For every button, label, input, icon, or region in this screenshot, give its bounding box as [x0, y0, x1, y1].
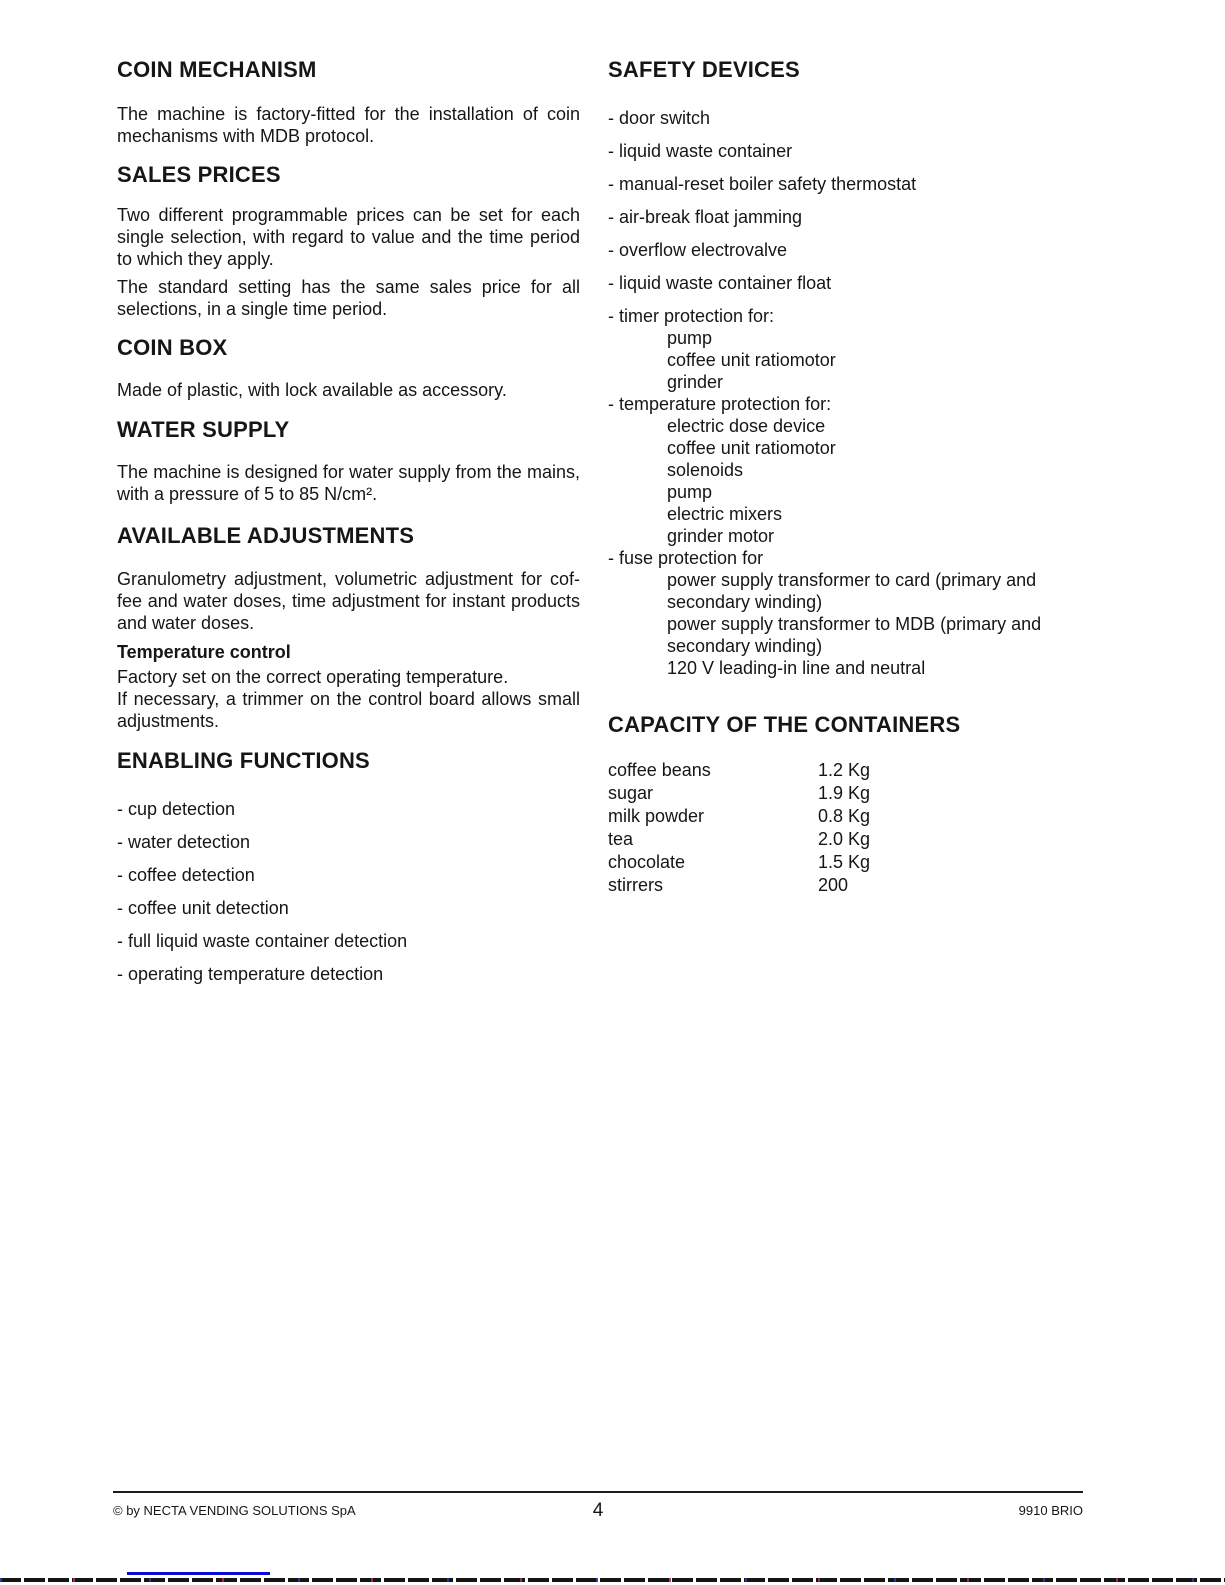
section-title-coin-mechanism: COIN MECHANISM: [117, 57, 317, 82]
capacity-value: 200: [818, 875, 849, 895]
footer: [113, 1500, 1083, 1524]
text-line: coffee unit ratiomotor: [667, 438, 836, 458]
text-line: selections, in a single time period.: [117, 299, 388, 319]
list-item: - liquid waste container float: [608, 273, 832, 293]
left-column: [117, 58, 580, 996]
list-item: - coffee detection: [117, 865, 255, 885]
text-line: grinder: [667, 372, 724, 392]
blue-underline-mark: [127, 1572, 270, 1575]
list-item: - fuse protection for: [608, 548, 764, 568]
sublist-fuse-protection: [667, 569, 1078, 679]
table-row: [608, 759, 1078, 782]
paragraph-temperature-control-2: [117, 688, 580, 732]
text-line: with a pressure of 5 to 85 N/cm².: [117, 484, 378, 504]
section-title-enabling-functions: ENABLING FUNCTIONS: [117, 748, 370, 773]
table-row: [608, 828, 1078, 851]
sublist-temperature-protection: [667, 415, 1078, 547]
text-line: single selection, with regard to value and the time period: [117, 227, 580, 247]
doc-code: 9910 BRIO: [1018, 1503, 1083, 1518]
text-line: solenoids: [667, 460, 744, 480]
text-line: Made of plastic, with lock available as accessory.: [117, 380, 507, 400]
text-line: Two different programmable prices can be set for each: [117, 205, 580, 225]
list-item: - timer protection for:: [608, 306, 775, 326]
list-item: - liquid waste container: [608, 141, 793, 161]
right-column: [608, 58, 1078, 897]
paragraph-temperature-control-1: [117, 666, 580, 688]
table-row: [608, 782, 1078, 805]
text-line: electric mixers: [667, 504, 783, 524]
page-number: 4: [592, 1500, 604, 1521]
capacity-label: stirrers: [608, 875, 663, 895]
list-item: - manual-reset boiler safety thermostat: [608, 174, 917, 194]
section-title-available-adjustments: AVAILABLE ADJUSTMENTS: [117, 523, 415, 548]
section-title-safety-devices: SAFETY DEVICES: [608, 57, 800, 82]
text-line: pump: [667, 482, 713, 502]
text-line: pump: [667, 328, 713, 348]
list-item: - air-break float jamming: [608, 207, 803, 227]
safety-devices-list: [608, 107, 1078, 679]
text-line: fee and water doses, time adjustment for instant products: [117, 591, 580, 611]
list-item: - operating temperature detection: [117, 964, 384, 984]
capacity-value: 1.9 Kg: [818, 783, 871, 803]
paragraph-sales-prices-1: [117, 204, 580, 270]
capacity-value: 1.2 Kg: [818, 760, 871, 780]
text-line: grinder motor: [667, 526, 775, 546]
text-line: mechanisms with MDB protocol.: [117, 126, 375, 146]
capacity-label: sugar: [608, 783, 654, 803]
text-line: Factory set on the correct operating temperature.: [117, 667, 509, 687]
text-line: The machine is designed for water supply from the mains,: [117, 462, 580, 482]
text-line: power supply transformer to card (primary and: [667, 570, 1037, 590]
capacity-label: tea: [608, 829, 634, 849]
capacity-value: 1.5 Kg: [818, 852, 871, 872]
capacity-value: 2.0 Kg: [818, 829, 871, 849]
subsection-title-temperature-control: Temperature control: [117, 642, 291, 662]
table-row: [608, 851, 1078, 874]
text-line: secondary winding): [667, 636, 823, 656]
capacity-table: [608, 759, 1078, 897]
section-title-sales-prices: SALES PRICES: [117, 162, 281, 187]
text-line: adjustments.: [117, 711, 220, 731]
section-title-coin-box: COIN BOX: [117, 335, 228, 360]
list-item: - water detection: [117, 832, 251, 852]
paragraph-coin-mechanism: [117, 103, 580, 147]
text-line: power supply transformer to MDB (primary and: [667, 614, 1042, 634]
list-item: - door switch: [608, 108, 711, 128]
text-line: and water doses.: [117, 613, 255, 633]
capacity-value: 0.8 Kg: [818, 806, 871, 826]
list-item: - temperature protection for:: [608, 394, 832, 414]
text-line: to which they apply.: [117, 249, 274, 269]
text-line: coffee unit ratiomotor: [667, 350, 836, 370]
capacity-label: milk powder: [608, 806, 705, 826]
text-line: secondary winding): [667, 592, 823, 612]
paragraph-available-adjustments: [117, 568, 580, 634]
text-line: 120 V leading-in line and neutral: [667, 658, 926, 678]
paragraph-sales-prices-2: [117, 276, 580, 320]
table-row: [608, 805, 1078, 828]
list-item: - overflow electrovalve: [608, 240, 788, 260]
copyright-text: © by NECTA VENDING SOLUTIONS SpA: [113, 1503, 356, 1518]
text-line: The machine is factory-fitted for the installation of coin: [117, 104, 580, 124]
text-line: If necessary, a trimmer on the control board allows small: [117, 689, 580, 709]
text-line: electric dose device: [667, 416, 826, 436]
capacity-label: chocolate: [608, 852, 686, 872]
paragraph-coin-box: [117, 379, 580, 401]
list-item: - full liquid waste container detection: [117, 931, 408, 951]
capacity-label: coffee beans: [608, 760, 711, 780]
section-title-capacity: CAPACITY OF THE CONTAINERS: [608, 712, 961, 737]
list-item: - coffee unit detection: [117, 898, 289, 918]
text-line: The standard setting has the same sales price for all: [117, 277, 580, 297]
list-item: - cup detection: [117, 799, 236, 819]
enabling-functions-list: [117, 798, 580, 985]
footer-divider: [113, 1491, 1083, 1493]
text-line: Granulometry adjustment, volumetric adjustment for cof-: [117, 569, 580, 589]
table-row: [608, 874, 1078, 897]
paragraph-water-supply: [117, 461, 580, 505]
bottom-edge-scan-line: [0, 1578, 1225, 1582]
sublist-timer-protection: [667, 327, 1078, 393]
section-title-water-supply: WATER SUPPLY: [117, 417, 290, 442]
